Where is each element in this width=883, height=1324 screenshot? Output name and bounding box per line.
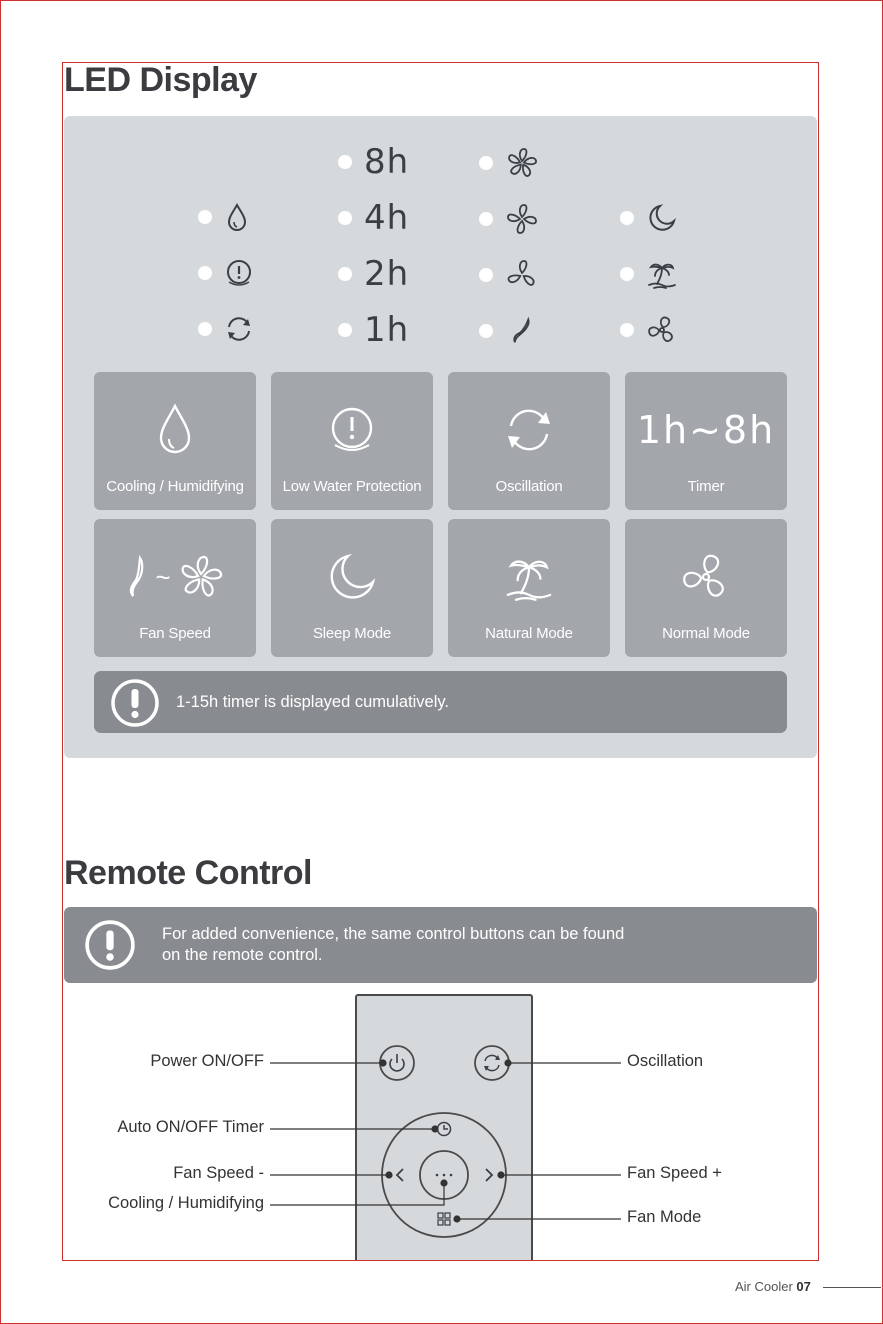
callout-power: Power ON/OFF [150,1052,264,1070]
tile-label: Cooling / Humidifying [106,478,244,495]
hours-label: 2h [364,254,410,294]
hours-label: 1h [364,310,410,350]
hours-label: 8h [364,142,410,182]
remote-note-line-2: on the remote control. [162,946,323,964]
tile-label: Normal Mode [662,625,750,642]
callout-cooling: Cooling / Humidifying [108,1194,264,1212]
callout-fan-mode: Fan Mode [627,1208,702,1226]
timer-range-display: 1h~8h [636,408,776,452]
callout-fan-speed-minus: Fan Speed - [173,1164,264,1182]
tile-label: Oscillation [495,478,563,495]
tile-label: Natural Mode [485,625,573,642]
callout-timer: Auto ON/OFF Timer [117,1118,264,1136]
tile-label: Fan Speed [139,625,211,642]
range-tilde: ~ [155,561,171,592]
tile-label: Sleep Mode [312,625,392,642]
tile-label: Low Water Protection [282,478,422,495]
callout-fan-speed-plus: Fan Speed + [627,1164,722,1182]
oscillation-button[interactable] [475,1046,509,1080]
led-note-text: 1-15h timer is displayed cumulatively. [176,693,449,711]
footer-rule [823,1287,881,1288]
callout-oscillation: Oscillation [627,1052,704,1070]
remote-note-line-1: For added convenience, the same control buttons can be found [162,925,625,943]
footer-page-number: 07 [796,1279,811,1294]
tile-label: Timer [687,478,725,495]
page-footer [735,1279,811,1294]
led-display-heading: LED Display [64,61,257,99]
footer-product: Air Cooler [735,1279,793,1294]
hours-label: 4h [364,198,410,238]
remote-control-heading: Remote Control [64,854,312,892]
